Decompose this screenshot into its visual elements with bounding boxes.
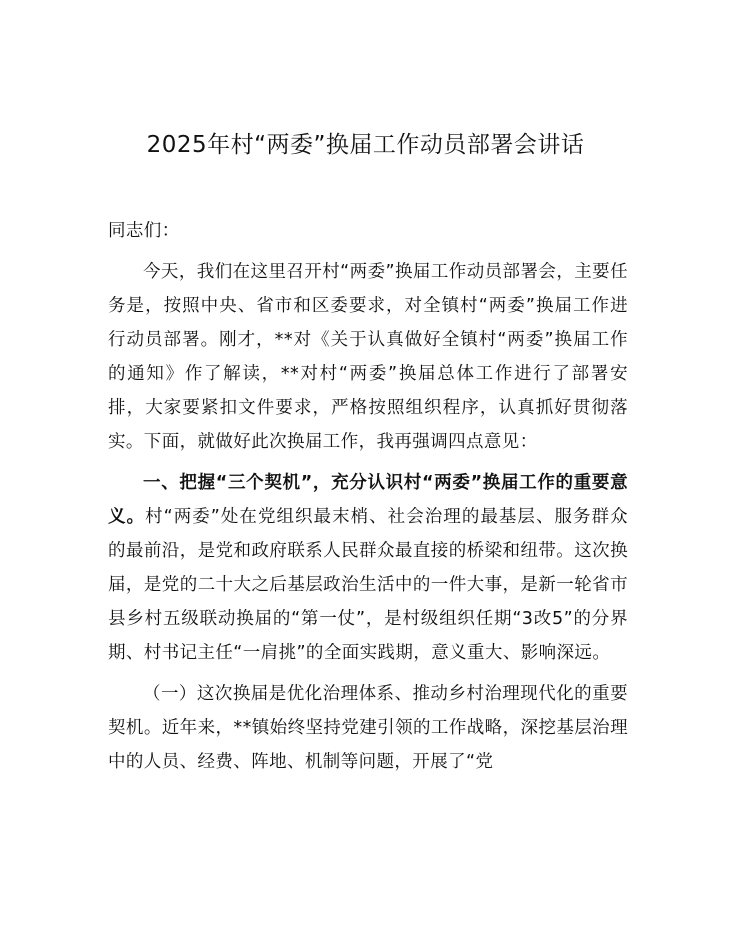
section-1-paragraph: [108, 466, 628, 670]
section-1-text: 村“两委”处在党组织最末梢、社会治理的最基层、服务群众的最前沿，是党和政府联系人民群众最直接的桥梁和纽带。这次换届，是党的二十大之后基层政治生活中的一件大事，是新一轮省市县乡村五级联动换届的“第一仗”，是村级组织任期“3改5”的分界期、村书记主任“一肩挑”的全面实践期，意义重大、影响深远。: [108, 507, 628, 663]
subsection-1-paragraph: （一）这次换届是优化治理体系、推动乡村治理现代化的重要契机。近年来，**镇始终坚持党建引领的工作战略，深挖基层治理中的人员、经费、阵地、机制等问题，开展了“党: [108, 684, 628, 772]
opening-paragraph: 今天，我们在这里召开村“两委”换届工作动员部署会，主要任务是，按照中央、省市和区委要求，对全镇村“两委”换届工作进行动员部署。刚才，**对《关于认真做好全镇村“两委”换届工作的通知》作了解读，**对村“两委”换届总体工作进行了部署安排，大家要紧扣文件要求，严格按照组织程序，认真抓好贯彻落实。下面，就做好此次换届工作，我再强调四点意见：: [108, 262, 628, 452]
document-body: [108, 214, 628, 786]
document-title: 2025年村“两委”换届工作动员部署会讲话: [146, 132, 585, 158]
section-1-heading: 一、把握“三个契机”，充分认识村“两委”换届工作的重要意义。: [108, 473, 628, 527]
salutation: 同志们：: [108, 221, 180, 241]
